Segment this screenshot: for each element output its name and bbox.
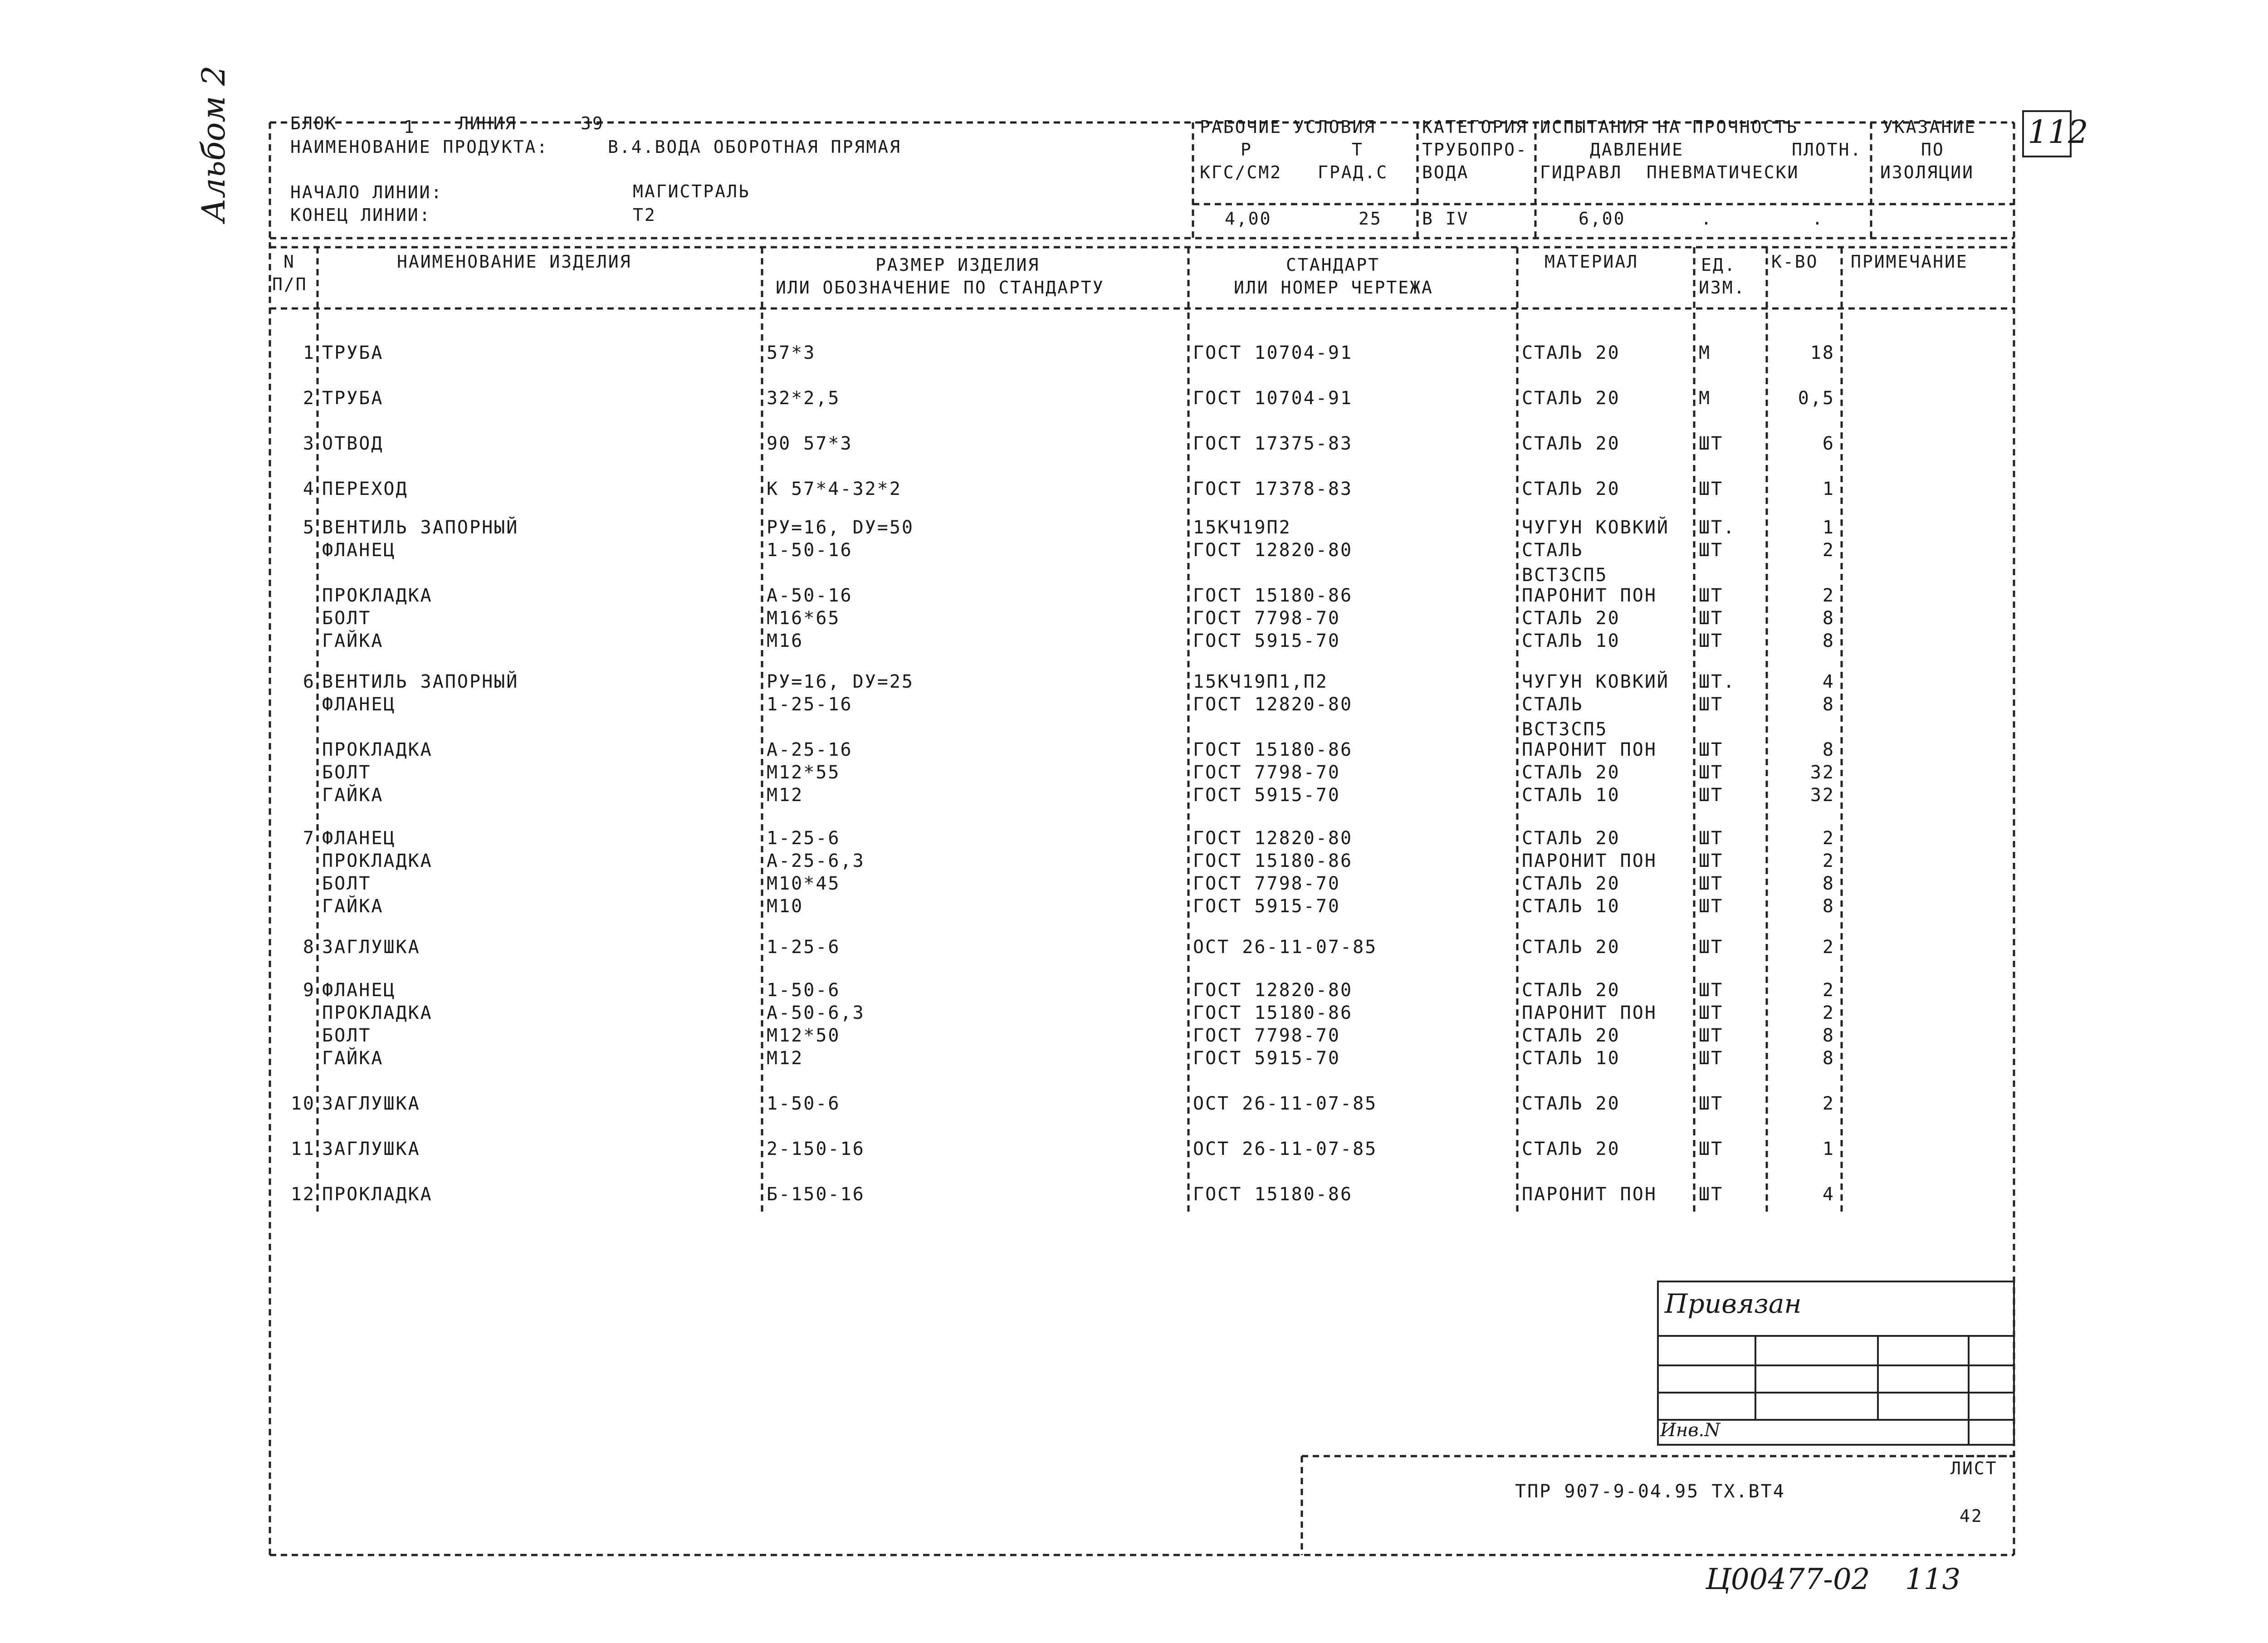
- row-size: М16*65: [767, 608, 841, 629]
- col-header-material: МАТЕРИАЛ: [1545, 252, 1639, 272]
- row-standard: ГОСТ 15180-86: [1193, 739, 1353, 760]
- category-line2: ТРУБОПРО-: [1422, 140, 1528, 160]
- row-qty: 2: [1822, 585, 1835, 606]
- row-material: ПАРОНИТ ПОН: [1522, 1184, 1657, 1205]
- row-standard: ГОСТ 15180-86: [1193, 585, 1353, 606]
- row-size: М10: [767, 896, 804, 917]
- row-number: 6: [303, 671, 315, 692]
- row-size: РУ=16, DУ=25: [767, 671, 914, 692]
- density-value: .: [1812, 209, 1824, 229]
- row-qty: 8: [1822, 694, 1835, 715]
- tests-pressure: ДАВЛЕНИЕ: [1590, 140, 1684, 160]
- row-size: А-50-6,3: [767, 1002, 865, 1023]
- row-unit: ШТ.: [1699, 671, 1736, 692]
- row-size: 2-150-16: [767, 1139, 865, 1159]
- row-name: ЗАГЛУШКА: [322, 937, 420, 958]
- row-material: СТАЛЬ 20: [1522, 980, 1620, 1001]
- row-qty: 0,5: [1798, 388, 1835, 409]
- row-name: ВЕНТИЛЬ ЗАПОРНЫЙ: [322, 517, 519, 538]
- row-material: СТАЛЬ 20: [1522, 762, 1620, 783]
- row-unit: ШТ: [1699, 896, 1724, 917]
- row-material: СТАЛЬ 20: [1522, 828, 1620, 849]
- row-name: ГАЙКА: [322, 785, 384, 806]
- row-standard: ГОСТ 12820-80: [1193, 828, 1353, 849]
- row-size: 1-25-16: [767, 694, 853, 715]
- row-size: 90 57*3: [767, 433, 853, 454]
- row-material: ЧУГУН КОВКИЙ: [1522, 671, 1669, 692]
- row-number: 1: [303, 342, 315, 363]
- row-size: М16: [767, 631, 804, 651]
- row-material: ПАРОНИТ ПОН: [1522, 851, 1657, 871]
- row-unit: ШТ: [1699, 937, 1724, 958]
- product-value: В.4.ВОДА ОБОРОТНАЯ ПРЯМАЯ: [608, 137, 901, 157]
- row-qty: 18: [1810, 342, 1835, 363]
- row-name: ГАЙКА: [322, 1048, 384, 1069]
- end-label: КОНЕЦ ЛИНИИ:: [290, 205, 431, 225]
- row-unit: ШТ: [1699, 1002, 1724, 1023]
- sheet-label: ЛИСТ: [1950, 1458, 1998, 1478]
- row-size: 57*3: [767, 342, 816, 363]
- col-header-num2: П/П: [272, 274, 308, 294]
- row-size: М12: [767, 1048, 804, 1069]
- line-value: 39: [581, 113, 604, 133]
- row-name: ФЛАНЕЦ: [322, 980, 396, 1001]
- row-standard: ГОСТ 10704-91: [1193, 342, 1353, 363]
- row-standard: ГОСТ 12820-80: [1193, 980, 1353, 1001]
- row-name: ЗАГЛУШКА: [322, 1093, 420, 1114]
- row-number: 9: [303, 980, 315, 1001]
- tests-hydraulic: ГИДРАВЛ: [1540, 162, 1623, 182]
- row-unit: М: [1699, 388, 1711, 409]
- row-qty: 32: [1810, 785, 1835, 806]
- row-unit: ШТ: [1699, 585, 1724, 606]
- row-size: К 57*4-32*2: [767, 479, 902, 499]
- row-size: А-50-16: [767, 585, 853, 606]
- col-header-name: НАИМЕНОВАНИЕ ИЗДЕЛИЯ: [397, 252, 632, 272]
- row-material: ВСТ3СП5: [1522, 565, 1608, 586]
- tests-title: ИСПЫТАНИЯ НА ПРОЧНОСТЬ: [1540, 117, 1799, 137]
- row-name: ПРОКЛАДКА: [322, 585, 433, 606]
- row-qty: 8: [1822, 896, 1835, 917]
- row-name: ВЕНТИЛЬ ЗАПОРНЫЙ: [322, 671, 519, 692]
- tests-density: ПЛОТН.: [1792, 140, 1862, 160]
- row-unit: ШТ: [1699, 433, 1724, 454]
- row-size: М12*50: [767, 1025, 841, 1046]
- row-qty: 1: [1822, 517, 1835, 538]
- insulation-line3: ИЗОЛЯЦИИ: [1880, 162, 1975, 182]
- row-unit: ШТ: [1699, 873, 1724, 894]
- work-conditions-p: Р: [1241, 140, 1252, 160]
- insulation-title: УКАЗАНИЕ: [1882, 117, 1977, 137]
- hydraulic-value: 6,00: [1579, 209, 1626, 229]
- col-header-size: РАЗМЕР ИЗДЕЛИЯ: [875, 255, 1040, 275]
- row-qty: 2: [1822, 1002, 1835, 1023]
- col-header-standard2: ИЛИ НОМЕР ЧЕРТЕЖА: [1234, 278, 1433, 298]
- row-name: ФЛАНЕЦ: [322, 694, 396, 715]
- row-size: М10*45: [767, 873, 841, 894]
- row-material: ПАРОНИТ ПОН: [1522, 1002, 1657, 1023]
- row-name: БОЛТ: [322, 762, 371, 783]
- start-value: МАГИСТРАЛЬ: [633, 181, 750, 201]
- row-qty: 2: [1822, 540, 1835, 561]
- category-line3: ВОДА: [1422, 162, 1469, 182]
- row-unit: ШТ: [1699, 1184, 1724, 1205]
- row-material: СТАЛЬ: [1522, 540, 1584, 561]
- row-name: ФЛАНЕЦ: [322, 828, 396, 849]
- row-material: СТАЛЬ 10: [1522, 785, 1620, 806]
- row-name: ФЛАНЕЦ: [322, 540, 396, 561]
- row-standard: ГОСТ 7798-70: [1193, 1025, 1340, 1046]
- document-designation: ТПР 907-9-04.95 ТХ.ВТ4: [1515, 1481, 1785, 1502]
- row-unit: ШТ: [1699, 1025, 1724, 1046]
- row-material: СТАЛЬ 20: [1522, 1139, 1620, 1159]
- row-material: СТАЛЬ 20: [1522, 873, 1620, 894]
- row-standard: ОСТ 26-11-07-85: [1193, 937, 1378, 958]
- row-material: ПАРОНИТ ПОН: [1522, 585, 1657, 606]
- t-value: 25: [1359, 209, 1382, 229]
- row-material: СТАЛЬ 20: [1522, 342, 1620, 363]
- row-qty: 2: [1822, 828, 1835, 849]
- row-qty: 1: [1822, 1139, 1835, 1159]
- row-qty: 8: [1822, 631, 1835, 651]
- row-qty: 2: [1822, 851, 1835, 871]
- block-label: БЛОК: [290, 113, 337, 133]
- row-standard: 15КЧ19П1,П2: [1193, 671, 1328, 692]
- col-header-qty: К-ВО: [1771, 252, 1818, 272]
- row-standard: ГОСТ 15180-86: [1193, 851, 1353, 871]
- row-qty: 2: [1822, 937, 1835, 958]
- row-name: ПРОКЛАДКА: [322, 851, 433, 871]
- row-standard: ГОСТ 17378-83: [1193, 479, 1353, 499]
- work-conditions-p-unit: КГС/СМ2: [1200, 162, 1282, 182]
- row-name: ПРОКЛАДКА: [322, 1184, 433, 1205]
- row-qty: 4: [1822, 1184, 1835, 1205]
- row-qty: 8: [1822, 739, 1835, 760]
- row-material: ЧУГУН КОВКИЙ: [1522, 517, 1669, 538]
- row-size: 1-25-6: [767, 828, 841, 849]
- row-standard: ГОСТ 5915-70: [1193, 631, 1340, 651]
- row-size: А-25-16: [767, 739, 853, 760]
- row-unit: ШТ: [1699, 631, 1724, 651]
- row-unit: ШТ: [1699, 762, 1724, 783]
- start-label: НАЧАЛО ЛИНИИ:: [290, 182, 443, 202]
- row-name: ПРОКЛАДКА: [322, 739, 433, 760]
- row-qty: 2: [1822, 980, 1835, 1001]
- row-material: СТАЛЬ 10: [1522, 896, 1620, 917]
- row-name: БОЛТ: [322, 873, 371, 894]
- row-name: ТРУБА: [322, 342, 384, 363]
- row-size: 1-50-6: [767, 1093, 841, 1114]
- row-material: СТАЛЬ 10: [1522, 631, 1620, 651]
- row-material: СТАЛЬ 20: [1522, 608, 1620, 629]
- footer-code: Ц00477-02: [1706, 1563, 1870, 1596]
- album-label: Альбом 2: [195, 65, 232, 222]
- row-size: М12*55: [767, 762, 841, 783]
- col-header-num: N: [284, 252, 295, 272]
- line-label: ЛИНИЯ: [458, 113, 517, 133]
- row-unit: ШТ: [1699, 608, 1724, 629]
- row-name: ГАЙКА: [322, 631, 384, 651]
- row-standard: ГОСТ 7798-70: [1193, 762, 1340, 783]
- row-standard: ГОСТ 5915-70: [1193, 1048, 1340, 1069]
- work-conditions-t: Т: [1352, 140, 1364, 160]
- row-qty: 8: [1822, 873, 1835, 894]
- col-header-standard: СТАНДАРТ: [1286, 255, 1380, 275]
- row-material: СТАЛЬ 20: [1522, 937, 1620, 958]
- row-material: СТАЛЬ 20: [1522, 1093, 1620, 1114]
- inventory-label: Инв.N: [1660, 1420, 1721, 1441]
- insulation-line2: ПО: [1921, 140, 1945, 160]
- row-standard: 15КЧ19П2: [1193, 517, 1291, 538]
- row-name: ПРОКЛАДКА: [322, 1002, 433, 1023]
- row-material: ВСТ3СП5: [1522, 719, 1608, 740]
- row-material: СТАЛЬ 20: [1522, 433, 1620, 454]
- row-size: 1-25-6: [767, 937, 841, 958]
- row-number: 8: [303, 937, 315, 958]
- row-unit: ШТ: [1699, 1139, 1724, 1159]
- row-number: 2: [303, 388, 315, 409]
- row-material: СТАЛЬ 20: [1522, 479, 1620, 499]
- row-unit: ШТ: [1699, 694, 1724, 715]
- row-standard: ГОСТ 5915-70: [1193, 896, 1340, 917]
- row-material: СТАЛЬ: [1522, 694, 1584, 715]
- row-size: А-25-6,3: [767, 851, 865, 871]
- row-standard: ГОСТ 7798-70: [1193, 873, 1340, 894]
- row-name: ГАЙКА: [322, 896, 384, 917]
- row-name: ЗАГЛУШКА: [322, 1139, 420, 1159]
- row-material: СТАЛЬ 10: [1522, 1048, 1620, 1069]
- row-standard: ГОСТ 12820-80: [1193, 694, 1353, 715]
- tests-pneumatic: ПНЕВМАТИЧЕСКИ: [1647, 162, 1799, 182]
- row-material: СТАЛЬ 20: [1522, 388, 1620, 409]
- work-conditions-t-unit: ГРАД.С: [1318, 162, 1388, 182]
- row-standard: ГОСТ 15180-86: [1193, 1184, 1353, 1205]
- row-name: БОЛТ: [322, 1025, 371, 1046]
- row-standard: ГОСТ 5915-70: [1193, 785, 1340, 806]
- row-unit: ШТ: [1699, 851, 1724, 871]
- end-value: Т2: [633, 205, 656, 225]
- category-title: КАТЕГОРИЯ: [1422, 117, 1528, 137]
- category-value: В IV: [1422, 209, 1469, 229]
- row-standard: ОСТ 26-11-07-85: [1193, 1093, 1378, 1114]
- col-header-unit2: ИЗМ.: [1699, 278, 1746, 298]
- col-header-unit: ЕД.: [1701, 255, 1736, 275]
- row-size: 32*2,5: [767, 388, 841, 409]
- row-qty: 8: [1822, 1025, 1835, 1046]
- row-unit: ШТ: [1699, 1048, 1724, 1069]
- row-name: ПЕРЕХОД: [322, 479, 408, 499]
- row-name: ОТВОД: [322, 433, 384, 454]
- page-number-top: 112: [2028, 113, 2088, 151]
- row-standard: ГОСТ 10704-91: [1193, 388, 1353, 409]
- row-qty: 8: [1822, 1048, 1835, 1069]
- row-standard: ГОСТ 7798-70: [1193, 608, 1340, 629]
- row-qty: 32: [1810, 762, 1835, 783]
- row-unit: ШТ: [1699, 980, 1724, 1001]
- row-qty: 2: [1822, 1093, 1835, 1114]
- row-name: БОЛТ: [322, 608, 371, 629]
- work-conditions-title: РАБОЧИЕ УСЛОВИЯ: [1200, 117, 1376, 137]
- pneumatic-value: .: [1701, 209, 1713, 229]
- product-label: НАИМЕНОВАНИЕ ПРОДУКТА:: [290, 137, 549, 157]
- block-value: 1: [404, 117, 415, 137]
- row-qty: 1: [1822, 479, 1835, 499]
- row-standard: ГОСТ 17375-83: [1193, 433, 1353, 454]
- row-unit: ШТ: [1699, 1093, 1724, 1114]
- row-standard: ГОСТ 12820-80: [1193, 540, 1353, 561]
- row-name: ТРУБА: [322, 388, 384, 409]
- row-number: 4: [303, 479, 315, 499]
- row-material: СТАЛЬ 20: [1522, 1025, 1620, 1046]
- sheet-number: 42: [1960, 1506, 1983, 1526]
- row-size: Б-150-16: [767, 1184, 865, 1205]
- row-standard: ОСТ 26-11-07-85: [1193, 1139, 1378, 1159]
- row-size: М12: [767, 785, 804, 806]
- row-unit: ШТ: [1699, 540, 1724, 561]
- row-unit: ШТ: [1699, 828, 1724, 849]
- row-qty: 8: [1822, 608, 1835, 629]
- row-number: 5: [303, 517, 315, 538]
- row-size: 1-50-16: [767, 540, 853, 561]
- row-unit: ШТ: [1699, 479, 1724, 499]
- row-material: ПАРОНИТ ПОН: [1522, 739, 1657, 760]
- row-unit: ШТ.: [1699, 517, 1736, 538]
- row-size: РУ=16, DУ=50: [767, 517, 914, 538]
- row-number: 11: [290, 1139, 315, 1159]
- row-unit: М: [1699, 342, 1711, 363]
- row-standard: ГОСТ 15180-86: [1193, 1002, 1353, 1023]
- p-value: 4,00: [1225, 209, 1272, 229]
- row-unit: ШТ: [1699, 739, 1724, 760]
- row-qty: 6: [1822, 433, 1835, 454]
- row-unit: ШТ: [1699, 785, 1724, 806]
- col-header-note: ПРИМЕЧАНИЕ: [1851, 252, 1968, 272]
- bound-label: Привязан: [1665, 1288, 1802, 1319]
- row-number: 12: [290, 1184, 315, 1205]
- col-header-size2: ИЛИ ОБОЗНАЧЕНИЕ ПО СТАНДАРТУ: [776, 278, 1105, 298]
- row-size: 1-50-6: [767, 980, 841, 1001]
- row-qty: 4: [1822, 671, 1835, 692]
- row-number: 10: [290, 1093, 315, 1114]
- row-number: 7: [303, 828, 315, 849]
- row-number: 3: [303, 433, 315, 454]
- footer-page: 113: [1905, 1563, 1961, 1596]
